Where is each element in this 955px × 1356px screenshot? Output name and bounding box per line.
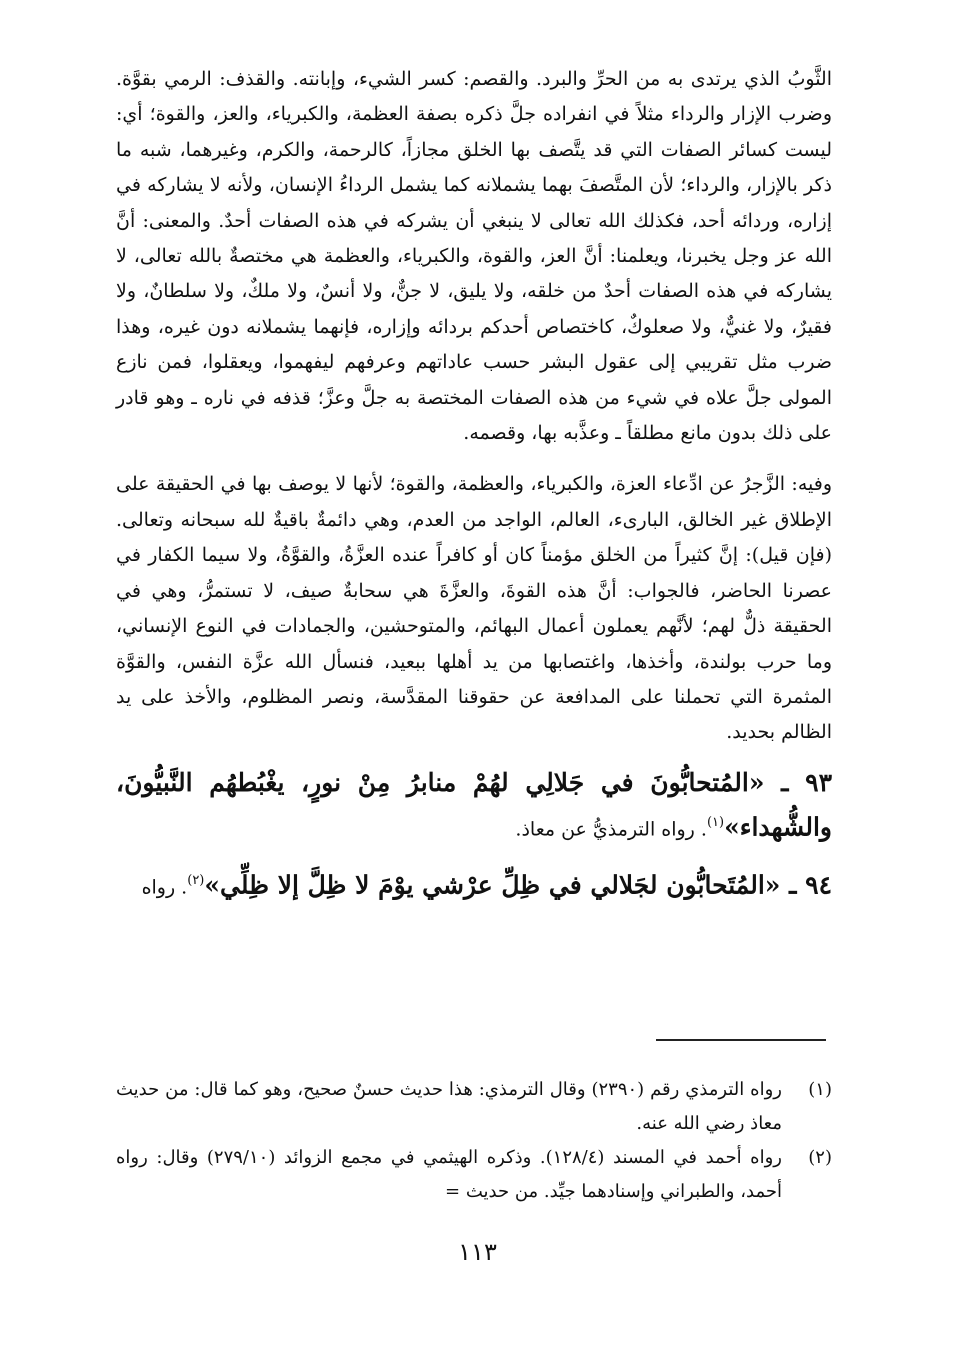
page-body [116,62,832,907]
hadith-93-reference: . رواه الترمذيُّ عن معاذ. [515,818,707,841]
footnote-mark-1: (١) [706,814,725,830]
footnote-mark-2: (٢) [187,873,205,889]
footnote-separator [656,1039,826,1041]
footnote-2-text: رواه أحمد في المسند (١٢٨/٤). وذكره الهيثمي في مجمع الزوائد (٢٧٩/١٠) وقال: رواه أحمد، والطبراني وإسنادهما جيِّد. من حديث = [116,1147,782,1202]
hadith-94 [116,861,832,907]
hadith-93 [116,763,832,849]
hadith-94-reference: . رواه [141,876,188,899]
footnote-2 [116,1141,832,1209]
footnote-1-text: رواه الترمذي رقم (٢٣٩٠) وقال الترمذي: هذا حديث حسنٌ صحيح، وهو كما قال: من حديث معاذ رضي الله عنه. [116,1079,782,1134]
body-paragraph-2: وفيه: الزَّجرُ عن ادِّعاء العزة، والكبرياء، والعظمة، والقوة؛ لأنها لا يوصف بها في الحقيقة على الإطلاق غير الخالق، البارىء، العالم، الواجد من العدم، وهي دائمةٌ باقيةٌ لله سبحانه وتعالى. (فإن قيل): إنَّ كثيراً من الخلق مؤمناً كان أو كافراً عنده العزَّةُ، والقوَّةُ، ولا سيما الكفار في عصرنا الحاضر، فالجواب: أنَّ هذه القوةَ، والعزَّةَ هي سحابةٌ صيف، لا تستمرُّ، وهي في الحقيقة ذلٌّ لهم؛ لأنَّهم يعملون أعمال البهائم، والمتوحشين، والجمادات في النوع الإنساني، وما حرب بولندة، وأخذها، واغتصابها من يد أهلها ببعيد، فنسأل الله عزَّة النفس، والقوَّة المثمرة التي تحملنا على المدافعة عن حقوقنا المقدَّسة، ونصر المظلوم، والأخذ على يد الظالم بحديد. [116,473,832,744]
body-paragraph-1: الثَّوبُ الذي يرتدى به من الحرِّ والبرد. والقصم: كسر الشيء، وإبانته. والقذف: الرمي بقوَّة. وضرب الإزار والرداء مثلاً في انفراده جلَّ ذكره بصفة العظمة، والكبرياء، والعز، والقوة؛ أي: ليست كسائر الصفات التي قد يتَّصف بها الخلق مجازاً، كالرحمة، والكرم، وغيرهما، شبه ما ذكر بالإزار، والرداء؛ لأن المتَّصفَ بهما يشملانه كما يشمل الرداءُ الإنسان، ولأنه لا يشاركه في إزاره، وردائه أحد، فكذلك الله تعالى لا ينبغي أن يشركه في هذه الصفات أحدٌ. والمعنى: أنَّ الله عز وجل يخبرنا، ويعلمنا: أنَّ العز، والقوة، والكبرياء، والعظمة هي مختصةٌ بالله تعالى، لا يشاركه في هذه الصفات أحدٌ من خلقه، ولا يليق، لا جنٌّ، ولا أنسٌ، ولا ملكٌ، ولا سلطانٌ، ولا فقيرٌ، ولا غنيٌّ، ولا صعلوكٌ، كاختصاص أحدكم بردائه وإزاره، فإنهما يشملانه دون غيره، وهذا ضرب مثل تقريبي إلى عقول البشر حسب عاداتهم وعرفهم ليفهموا، ويعقلوا، فمن نازع المولى جلَّ علاه في شيء من هذه الصفات المختصة به جلَّ وعزَّ؛ قذفه في ناره ـ وهو قادر على ذلك بدون مانع مطلقاً ـ وعذَّبه بها، وقصمه. [116,68,832,445]
footnote-1 [116,1073,832,1141]
hadith-93-text: ٩٣ ـ «المُتحابُّونَ في جَلالِي لهُمْ منابرُ مِنْ نورٍ، يغْبُطهُم النَّبيُّونَ، والشُّهداء» [116,767,832,842]
page-number: ١١٣ [458,1238,497,1266]
footnote-1-number: (١) [808,1079,832,1100]
footnote-2-number: (٢) [808,1147,832,1168]
hadith-94-text: ٩٤ ـ «المُتَحابُّون لجَلالي في ظِلِّ عرْشي يوْمَ لا ظِلَّ إلا ظِلِّي» [204,870,832,900]
footnotes [116,1073,832,1209]
